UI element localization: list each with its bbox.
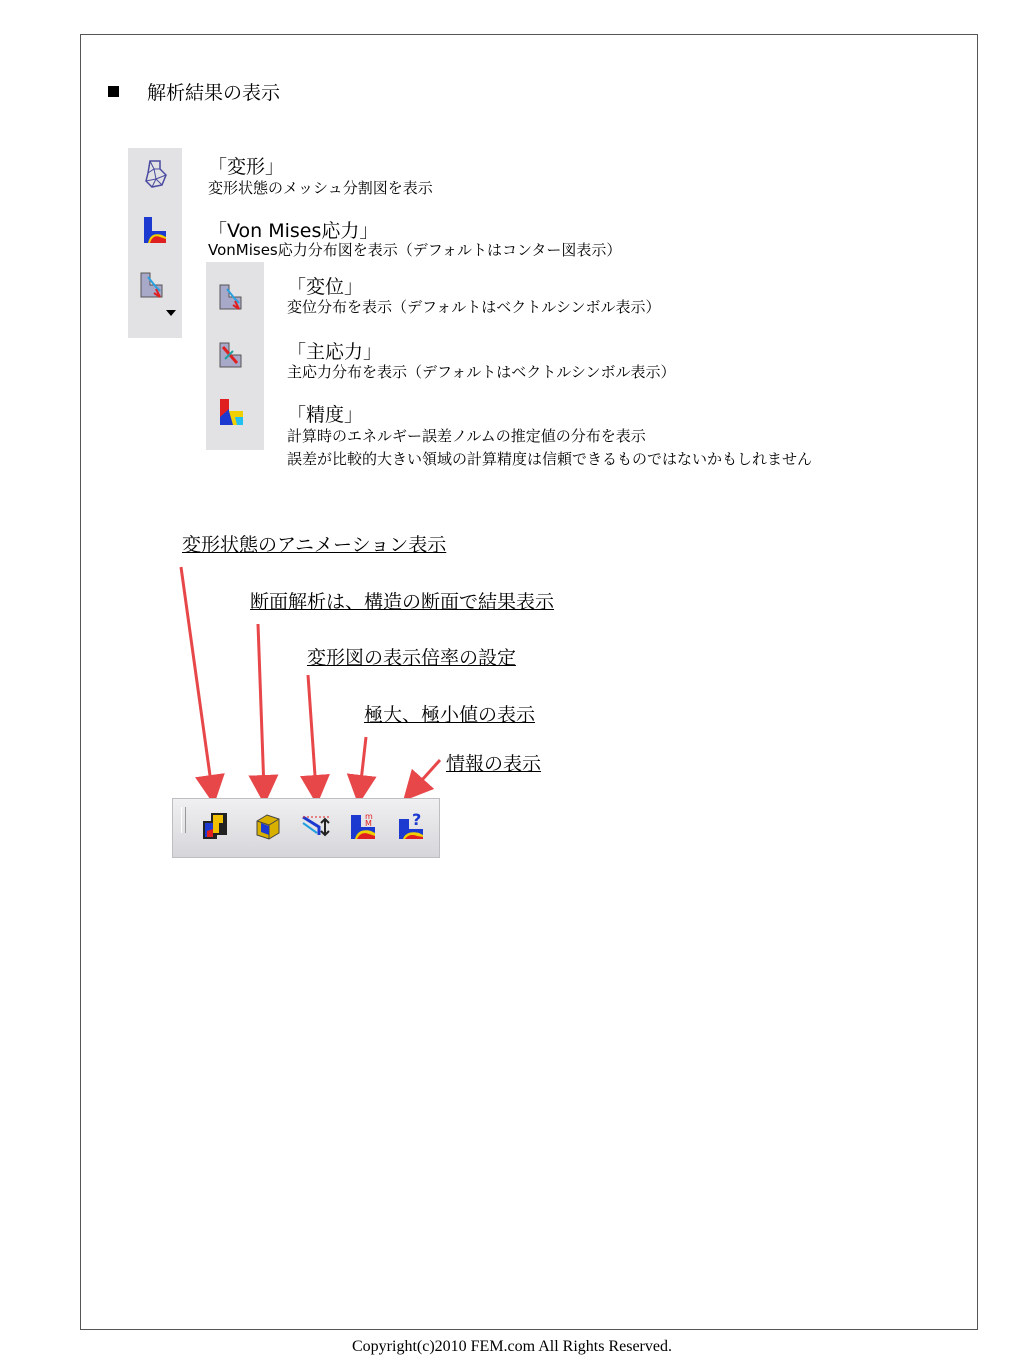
toolbar-grip[interactable] <box>181 807 186 833</box>
animation-icon[interactable] <box>199 809 233 843</box>
scale-label: 変形図の表示倍率の設定 <box>307 647 517 669</box>
principal-stress-desc: 主応力分布を表示（デフォルトはベクトルシンボル表示） <box>287 363 676 381</box>
von-mises-desc: VonMises応力分布図を表示（デフォルトはコンター図表示） <box>208 241 622 259</box>
section-title: 解析結果の表示 <box>108 78 280 105</box>
extrema-label: 極大、極小値の表示 <box>364 704 536 726</box>
svg-text:M: M <box>365 819 372 828</box>
info-label: 情報の表示 <box>446 753 542 775</box>
cut-plane-icon[interactable] <box>251 809 285 843</box>
deformation-scale-icon[interactable] <box>299 809 333 843</box>
precision-title: 「精度」 <box>287 404 364 426</box>
copyright: Copyright(c)2010 FEM.com All Rights Reserved. <box>352 1338 672 1355</box>
von-mises-title: 「Von Mises応力」 <box>208 220 379 242</box>
analysis-toolbar-horizontal <box>172 798 440 858</box>
extrema-icon[interactable] <box>347 809 381 843</box>
arrow-section <box>258 624 264 790</box>
svg-text:m: m <box>365 812 373 821</box>
svg-text:?: ? <box>412 810 422 829</box>
arrow-extrema <box>360 737 366 790</box>
information-icon[interactable] <box>395 809 429 843</box>
displacement-desc: 変位分布を表示（デフォルトはベクトルシンボル表示） <box>287 298 661 316</box>
animation-label: 変形状態のアニメーション表示 <box>182 534 447 556</box>
arrow-info <box>413 760 440 790</box>
arrow-animation <box>181 567 212 790</box>
section-label: 断面解析は、構造の断面で結果表示 <box>250 591 555 613</box>
displacement-title: 「変位」 <box>287 276 364 298</box>
mesh-deformation-title: 「変形」 <box>208 156 285 178</box>
mesh-deformation-desc: 変形状態のメッシュ分割図を表示 <box>208 179 433 197</box>
precision-desc: 計算時のエネルギー誤差ノルムの推定値の分布を表示 <box>287 427 646 445</box>
precision-desc-2: 誤差が比較的大きい領域の計算精度は信頼できるものではないかもしれません <box>287 450 813 468</box>
arrow-scale <box>308 675 316 790</box>
principal-stress-title: 「主応力」 <box>287 341 383 363</box>
